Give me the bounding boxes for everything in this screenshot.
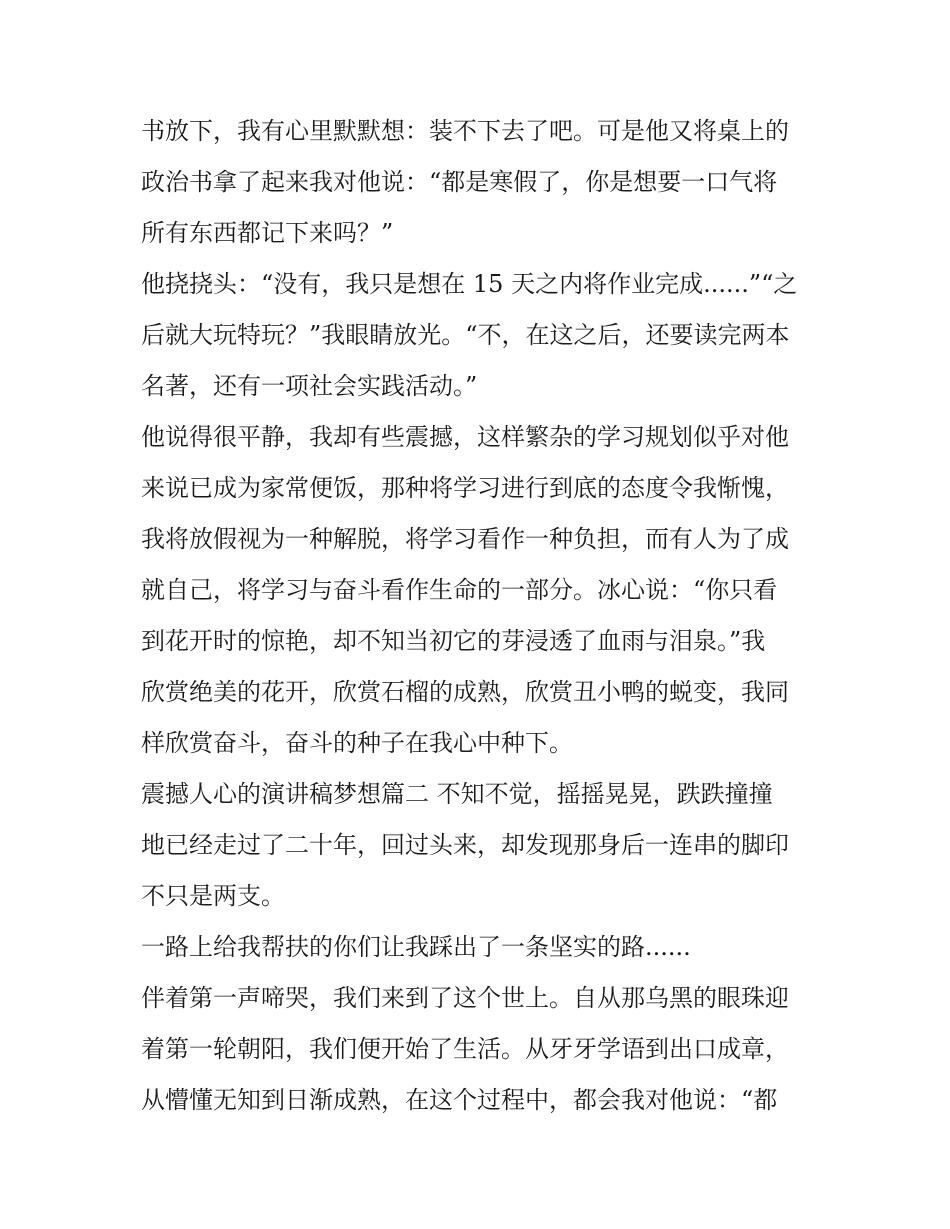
text-line: 不只是两支。 bbox=[141, 882, 285, 910]
text-line: 到花开时的惊艳，却不知当初它的芽浸透了血雨与泪泉。”我 bbox=[141, 627, 766, 655]
text-line: 书放下，我有心里默默想：装不下去了吧。可是他又将桌上的 bbox=[141, 117, 789, 145]
text-line: 从懵懂无知到日渐成熟，在这个过程中，都会我对他说：“都 bbox=[141, 1086, 778, 1114]
text-line: 我将放假视为一种解脱，将学习看作一种负担，而有人为了成 bbox=[141, 525, 789, 553]
text-line: 一路上给我帮扶的你们让我踩出了一条坚实的路...... bbox=[141, 933, 691, 961]
text-line: 震撼人心的演讲稿梦想篇二 不知不觉，摇摇晃晃，跌跌撞撞 bbox=[141, 780, 773, 808]
text-line: 就自己，将学习与奋斗看作生命的一部分。冰心说：“你只看 bbox=[141, 576, 778, 604]
text-line: 样欣赏奋斗，奋斗的种子在我心中种下。 bbox=[141, 729, 573, 757]
text-line: 欣赏绝美的花开，欣赏石榴的成熟，欣赏丑小鸭的蜕变，我同 bbox=[141, 678, 789, 706]
text-line: 名著，还有一项社会实践活动。” bbox=[141, 372, 478, 400]
text-line: 政治书拿了起来我对他说：“都是寒假了，你是想要一口气将 bbox=[141, 168, 778, 196]
text-line: 着第一轮朝阳，我们便开始了生活。从牙牙学语到出口成章， bbox=[141, 1035, 789, 1063]
text-line: 伴着第一声啼哭，我们来到了这个世上。自从那乌黑的眼珠迎 bbox=[141, 984, 789, 1012]
document-body bbox=[141, 106, 813, 1126]
text-line: 他挠挠头：“没有，我只是想在 15 天之内将作业完成......”“之 bbox=[141, 270, 798, 298]
text-line: 所有东西都记下来吗？” bbox=[141, 219, 394, 247]
text-line: 他说得很平静，我却有些震撼，这样繁杂的学习规划似乎对他 bbox=[141, 423, 789, 451]
text-line: 地已经走过了二十年，回过头来，却发现那身后一连串的脚印 bbox=[141, 831, 789, 859]
text-line: 来说已成为家常便饭，那种将学习进行到底的态度令我惭愧， bbox=[141, 474, 789, 502]
text-line: 后就大玩特玩？”我眼睛放光。“不，在这之后，还要读完两本 bbox=[141, 321, 790, 349]
